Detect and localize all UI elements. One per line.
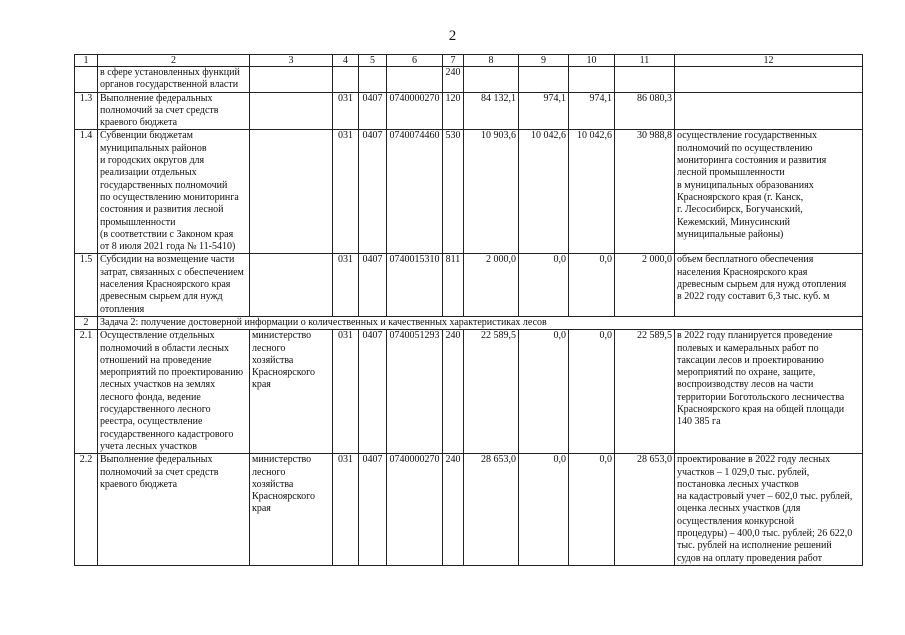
agency-name: министерство лесного хозяйства Красноярского края	[250, 330, 333, 454]
amount-year3: 0,0	[569, 330, 615, 454]
task-title: Задача 2: получение достоверной информации о количественных и качественных характеристиках лесов	[98, 316, 863, 329]
budget-table	[74, 54, 863, 566]
csr-code	[387, 67, 443, 93]
table-row	[75, 330, 863, 454]
amount-year3: 0,0	[569, 454, 615, 566]
column-number: 3	[250, 55, 333, 67]
table-row	[75, 67, 863, 93]
column-number: 5	[359, 55, 387, 67]
page-number: 2	[448, 28, 457, 44]
column-number: 7	[443, 55, 464, 67]
table-row	[75, 254, 863, 316]
rzpr-code: 0407	[359, 92, 387, 130]
row-number: 1.5	[75, 254, 98, 316]
column-number: 9	[519, 55, 569, 67]
column-number: 8	[464, 55, 519, 67]
vr-code: 120	[443, 92, 464, 130]
amount-year1	[464, 67, 519, 93]
rzpr-code: 0407	[359, 130, 387, 254]
rzpr-code: 0407	[359, 454, 387, 566]
column-number-row	[75, 55, 863, 67]
row-number: 2.2	[75, 454, 98, 566]
amount-year3: 0,0	[569, 254, 615, 316]
agency-name	[250, 254, 333, 316]
amount-year2: 10 042,6	[519, 130, 569, 254]
measure-name: Выполнение федеральных полномочий за счет средств краевого бюджета	[98, 92, 250, 130]
grbs-code	[333, 67, 359, 93]
column-number: 1	[75, 55, 98, 67]
task-row	[75, 316, 863, 329]
row-number: 1.3	[75, 92, 98, 130]
amount-year2: 0,0	[519, 330, 569, 454]
csr-code: 0740074460	[387, 130, 443, 254]
amount-total: 22 589,5	[615, 330, 675, 454]
amount-total: 28 653,0	[615, 454, 675, 566]
amount-total	[615, 67, 675, 93]
amount-year1: 28 653,0	[464, 454, 519, 566]
amount-year2	[519, 67, 569, 93]
measure-name: в сфере установленных функций органов государственной власти	[98, 67, 250, 93]
task-number: 2	[75, 316, 98, 329]
column-number: 2	[98, 55, 250, 67]
expected-result: проектирование в 2022 году лесных участков – 1 029,0 тыс. рублей, постановка лесных участков на кадастровый учет – 602,0 тыс. рублей, оценка лесных участков (для осуществления конкурсной процедуры) – 400,0 тыс. рублей; 26 622,0 тыс. рублей на исполнение решений судов на оплату проведения работ	[675, 454, 863, 566]
amount-year1: 22 589,5	[464, 330, 519, 454]
column-number: 11	[615, 55, 675, 67]
amount-year1: 10 903,6	[464, 130, 519, 254]
column-number: 6	[387, 55, 443, 67]
expected-result	[675, 67, 863, 93]
csr-code: 0740000270	[387, 92, 443, 130]
grbs-code: 031	[333, 330, 359, 454]
expected-result: в 2022 году планируется проведение полевых и камеральных работ по таксации лесов и проектированию мероприятий по охране, защите, воспроизводству лесов на части территории Боготольского лесничества Красноярского края на общей площади 140 385 га	[675, 330, 863, 454]
amount-year3	[569, 67, 615, 93]
table-row	[75, 454, 863, 566]
row-number: 2.1	[75, 330, 98, 454]
vr-code: 240	[443, 330, 464, 454]
grbs-code: 031	[333, 454, 359, 566]
agency-name: министерство лесного хозяйства Красноярского края	[250, 454, 333, 566]
csr-code: 0740051293	[387, 330, 443, 454]
grbs-code: 031	[333, 92, 359, 130]
row-number: 1.4	[75, 130, 98, 254]
rzpr-code: 0407	[359, 254, 387, 316]
amount-year2: 974,1	[519, 92, 569, 130]
amount-year1: 84 132,1	[464, 92, 519, 130]
vr-code: 240	[443, 67, 464, 93]
amount-year1: 2 000,0	[464, 254, 519, 316]
rzpr-code: 0407	[359, 330, 387, 454]
grbs-code: 031	[333, 130, 359, 254]
column-number: 10	[569, 55, 615, 67]
csr-code: 0740000270	[387, 454, 443, 566]
agency-name	[250, 130, 333, 254]
measure-name: Выполнение федеральных полномочий за счет средств краевого бюджета	[98, 454, 250, 566]
amount-year2: 0,0	[519, 454, 569, 566]
amount-year3: 974,1	[569, 92, 615, 130]
grbs-code: 031	[333, 254, 359, 316]
amount-total: 86 080,3	[615, 92, 675, 130]
measure-name: Субсидии на возмещение части затрат, связанных с обеспечением населения Красноярского края древесным сырьем для нужд отопления	[98, 254, 250, 316]
row-number	[75, 67, 98, 93]
measure-name: Осуществление отдельных полномочий в области лесных отношений на проведение мероприятий по проектированию лесных участков на землях лесного фонда, ведение государственного лесного реестра, осуществление государственного кадастрового учета лесных участков	[98, 330, 250, 454]
rzpr-code	[359, 67, 387, 93]
agency-name	[250, 67, 333, 93]
expected-result: объем бесплатного обеспечения населения Красноярского края древесным сырьем для нужд отопления в 2022 году составит 6,3 тыс. куб. м	[675, 254, 863, 316]
amount-total: 30 988,8	[615, 130, 675, 254]
amount-total: 2 000,0	[615, 254, 675, 316]
measure-name: Субвенции бюджетам муниципальных районов и городских округов для реализации отдельных государственных полномочий по осуществлению мониторинга состояния и развития лесной промышленности (в соответствии с Законом края от 8 июля 2021 года № 11-5410)	[98, 130, 250, 254]
expected-result: осуществление государственных полномочий по осуществлению мониторинга состояния и развития лесной промышленности в муниципальных образованиях Красноярского края (г. Канск, г. Лесосибирск, Богучанский, Кежемский, Минусинский муниципальные районы)	[675, 130, 863, 254]
vr-code: 811	[443, 254, 464, 316]
agency-name	[250, 92, 333, 130]
vr-code: 240	[443, 454, 464, 566]
amount-year3: 10 042,6	[569, 130, 615, 254]
expected-result	[675, 92, 863, 130]
column-number: 12	[675, 55, 863, 67]
csr-code: 0740015310	[387, 254, 443, 316]
amount-year2: 0,0	[519, 254, 569, 316]
table-row	[75, 92, 863, 130]
table-row	[75, 130, 863, 254]
vr-code: 530	[443, 130, 464, 254]
column-number: 4	[333, 55, 359, 67]
